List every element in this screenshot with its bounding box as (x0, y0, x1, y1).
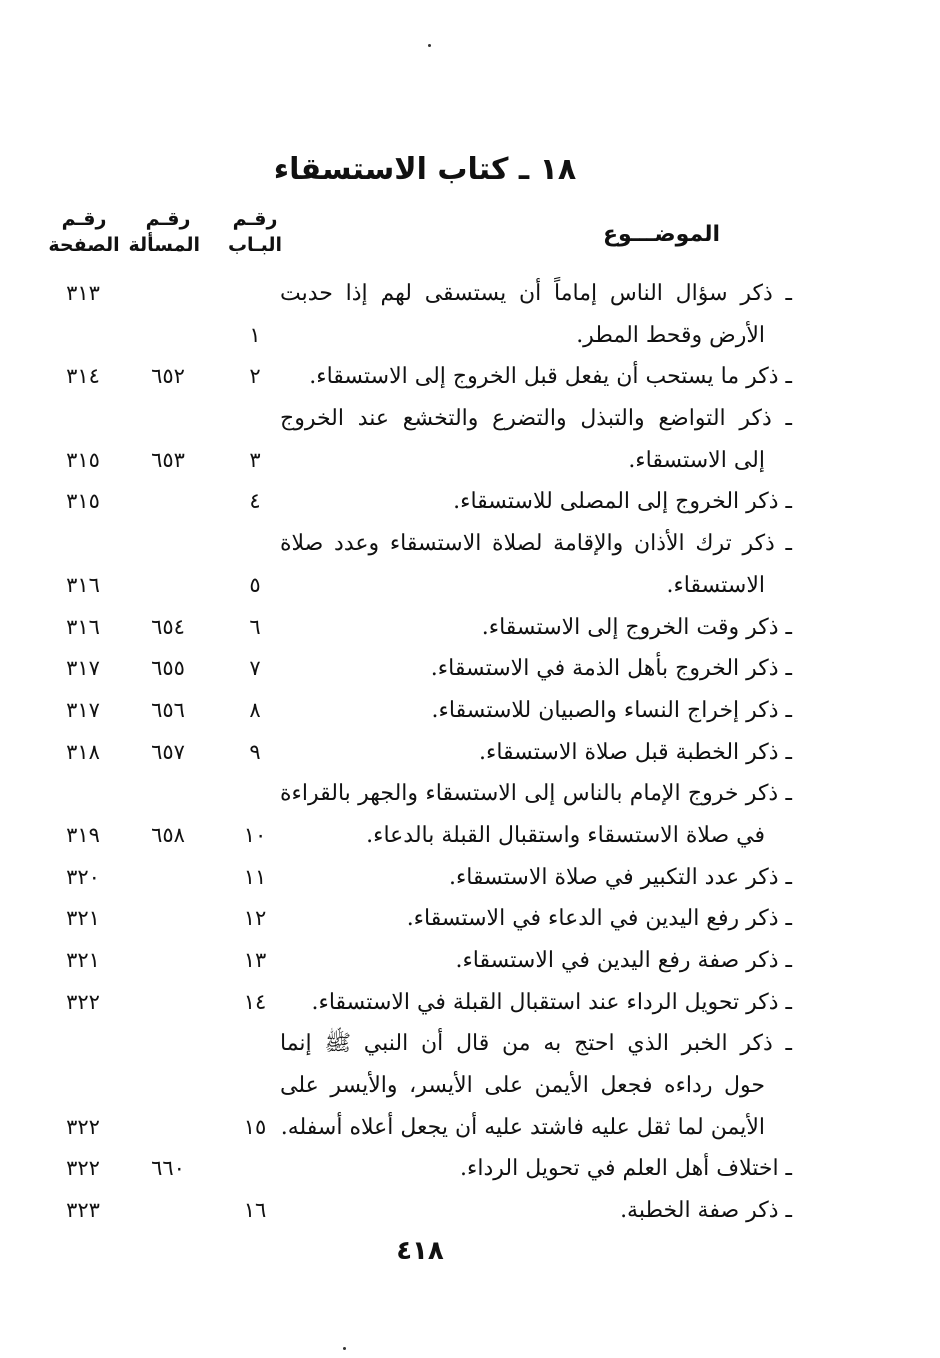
bab-number: ٦ (249, 614, 261, 639)
bab-number: ٨ (249, 697, 261, 722)
masala-number: ٦٦٠ (151, 1156, 185, 1181)
page-ref: ٣٢٢ (66, 1114, 100, 1139)
masala-number (138, 1107, 198, 1149)
page-ref: ٣٢٢ (66, 989, 100, 1014)
topic-text: ـ ذكر الخطبة قبل صلاة الاستسقاء. (479, 739, 792, 765)
masala-number: ٦٥٦ (151, 697, 185, 722)
ink-speck (428, 44, 431, 47)
table-row (0, 1023, 940, 1065)
page-number: ٤١٨ (396, 1236, 444, 1266)
table-row (0, 607, 940, 649)
masala-number (138, 857, 198, 899)
bab-number: ١٣ (243, 948, 267, 972)
masala-number (138, 773, 198, 815)
bab-number: ١١ (243, 864, 267, 889)
page-ref (48, 523, 118, 565)
bab-number: ١٢ (243, 906, 267, 931)
topic-text: ـ ذكر وقت الخروج إلى الاستسقاء. (481, 614, 792, 640)
topic-text: ـ ذكر الخبر الذي احتج به من قال أن النبي ﷺ إنما (280, 1031, 792, 1057)
bab-number (235, 273, 275, 315)
page-ref: ٣١٦ (66, 572, 100, 597)
table-row (0, 982, 940, 1024)
topic-text: ـ ذكر خروج الإمام بالناس إلى الاستسقاء والجهر بالقراءة (280, 781, 792, 807)
page-ref: ٣١٤ (66, 364, 100, 389)
chapter-title: ١٨ ـ كتاب الاستسقاء (273, 152, 577, 187)
table-row (0, 815, 940, 857)
table-row (0, 898, 940, 940)
table-row (0, 1107, 940, 1149)
header-topic: الموضـــوع (603, 222, 720, 247)
header-bab-line1: رقـم (232, 208, 278, 230)
header-safha-line1: رقـم (61, 208, 107, 230)
page-ref (48, 315, 118, 357)
topic-text: ـ ذكر التواضع والتبذل والتضرع والتخشع عند الخروج (280, 406, 792, 432)
masala-number (138, 523, 198, 565)
bab-number: ٧ (249, 656, 261, 681)
topic-text: ـ ذكر تحويل الرداء عند استقبال القبلة في الاستسقاء. (311, 989, 792, 1015)
topic-text: ـ اختلاف أهل العلم في تحويل الرداء. (460, 1156, 792, 1182)
topic-text: حول رداءه فجعل الأيمن على الأيسر، والأيسر على (280, 1073, 765, 1099)
table-row (0, 857, 940, 899)
masala-number (138, 982, 198, 1024)
header-safha (48, 206, 120, 258)
bab-number: ١٥ (243, 1114, 267, 1139)
page-ref: ٣٢٠ (66, 864, 100, 889)
topic-text: ـ ذكر صفة رفع اليدين في الاستسقاء. (455, 948, 792, 973)
masala-number: ٦٥٧ (151, 739, 185, 764)
page-ref: ٣١٥ (66, 447, 100, 472)
ink-speck (343, 1347, 346, 1350)
masala-number: ٦٥٣ (151, 447, 185, 472)
bab-number: ١ (249, 322, 261, 347)
masala-number (138, 898, 198, 940)
page-ref: ٣١٧ (66, 697, 100, 722)
masala-number (138, 1190, 198, 1232)
page-ref: ٣١٣ (66, 281, 100, 305)
masala-number (138, 1023, 198, 1065)
topic-text: ـ ذكر إخراج النساء والصبيان للاستسقاء. (431, 697, 792, 723)
bab-number: ١٠ (243, 822, 267, 847)
bab-number: ٢ (249, 364, 261, 389)
bab-number (235, 773, 275, 815)
masala-number (138, 315, 198, 357)
table-row (0, 1148, 940, 1190)
topic-text: الأرض وقحط المطر. (576, 322, 765, 348)
bab-number (235, 1023, 275, 1065)
table-row (0, 648, 940, 690)
topic-text: ـ ذكر ترك الأذان والإقامة لصلاة الاستسقاء وعدد صلاة (280, 531, 792, 557)
bab-number: ١٤ (243, 989, 267, 1014)
topic-text: ـ ذكر رفع اليدين في الدعاء في الاستسقاء. (406, 906, 792, 932)
topic-text: ـ ذكر صفة الخطبة. (620, 1198, 792, 1224)
bab-number: ٥ (249, 572, 261, 597)
masala-number (138, 1065, 198, 1107)
table-row (0, 773, 940, 815)
index-table (0, 273, 940, 1232)
bab-number (235, 1148, 275, 1190)
table-row (0, 565, 940, 607)
header-masala (128, 206, 200, 258)
table-row (0, 1190, 940, 1232)
topic-text: ـ ذكر ما يستحب أن يفعل قبل الخروج إلى الاستسقاء. (309, 364, 792, 390)
bab-number (235, 398, 275, 440)
table-row (0, 732, 940, 774)
page-ref: ٣١٧ (66, 656, 100, 681)
topic-text: ـ ذكر الخروج بأهل الذمة في الاستسقاء. (430, 656, 792, 682)
masala-number (138, 565, 198, 607)
table-row (0, 1065, 940, 1107)
table-row (0, 315, 940, 357)
page-ref (48, 1023, 118, 1065)
table-row (0, 690, 940, 732)
bab-number: ١٦ (243, 1198, 267, 1223)
page-ref: ٣٢١ (66, 906, 100, 931)
header-bab (225, 206, 285, 258)
masala-number (138, 398, 198, 440)
header-masala-line1: رقـم (145, 208, 191, 230)
bab-number: ٩ (249, 739, 261, 764)
header-masala-line2: المسألة (128, 234, 200, 256)
topic-text: ـ ذكر سؤال الناس إماماً أن يستسقى لهم إذا حدبت (280, 281, 792, 306)
masala-number (138, 273, 198, 315)
masala-number: ٦٥٤ (151, 614, 185, 639)
table-row (0, 356, 940, 398)
topic-text: الاستسقاء. (666, 572, 765, 598)
table-row (0, 273, 940, 315)
table-row (0, 481, 940, 523)
masala-number: ٦٥٢ (151, 364, 185, 389)
page-ref: ٣١٨ (66, 739, 100, 764)
bab-number: ٤ (249, 489, 261, 514)
table-row (0, 940, 940, 982)
bab-number (235, 1065, 275, 1107)
page-ref: ٣١٦ (66, 614, 100, 639)
page-ref: ٣٢٣ (66, 1198, 100, 1223)
topic-text: في صلاة الاستسقاء واستقبال القبلة بالدعاء. (366, 822, 765, 848)
header-safha-line2: الصفحة (48, 234, 120, 256)
page-ref (48, 773, 118, 815)
page-ref (48, 1065, 118, 1107)
bab-number: ٣ (249, 447, 261, 472)
masala-number: ٦٥٥ (151, 656, 185, 681)
table-row (0, 398, 940, 440)
page-ref: ٣١٥ (66, 489, 100, 514)
masala-number (138, 481, 198, 523)
page-ref: ٣١٩ (66, 822, 100, 847)
page-ref (48, 398, 118, 440)
topic-text: ـ ذكر الخروج إلى المصلى للاستسقاء. (453, 489, 792, 515)
topic-text: إلى الاستسقاء. (628, 447, 765, 473)
page-ref: ٣٢٢ (66, 1156, 100, 1181)
topic-text: ـ ذكر عدد التكبير في صلاة الاستسقاء. (448, 864, 792, 890)
topic-text: الأيمن لما ثقل عليه فاشتد عليه أن يجعل أعلاه أسفله. (280, 1114, 765, 1140)
header-bab-line2: البـاب (227, 234, 283, 256)
masala-number: ٦٥٨ (151, 822, 185, 847)
table-row (0, 523, 940, 565)
table-row (0, 440, 940, 482)
bab-number (235, 523, 275, 565)
page-ref: ٣٢١ (66, 948, 100, 972)
masala-number (138, 940, 198, 982)
